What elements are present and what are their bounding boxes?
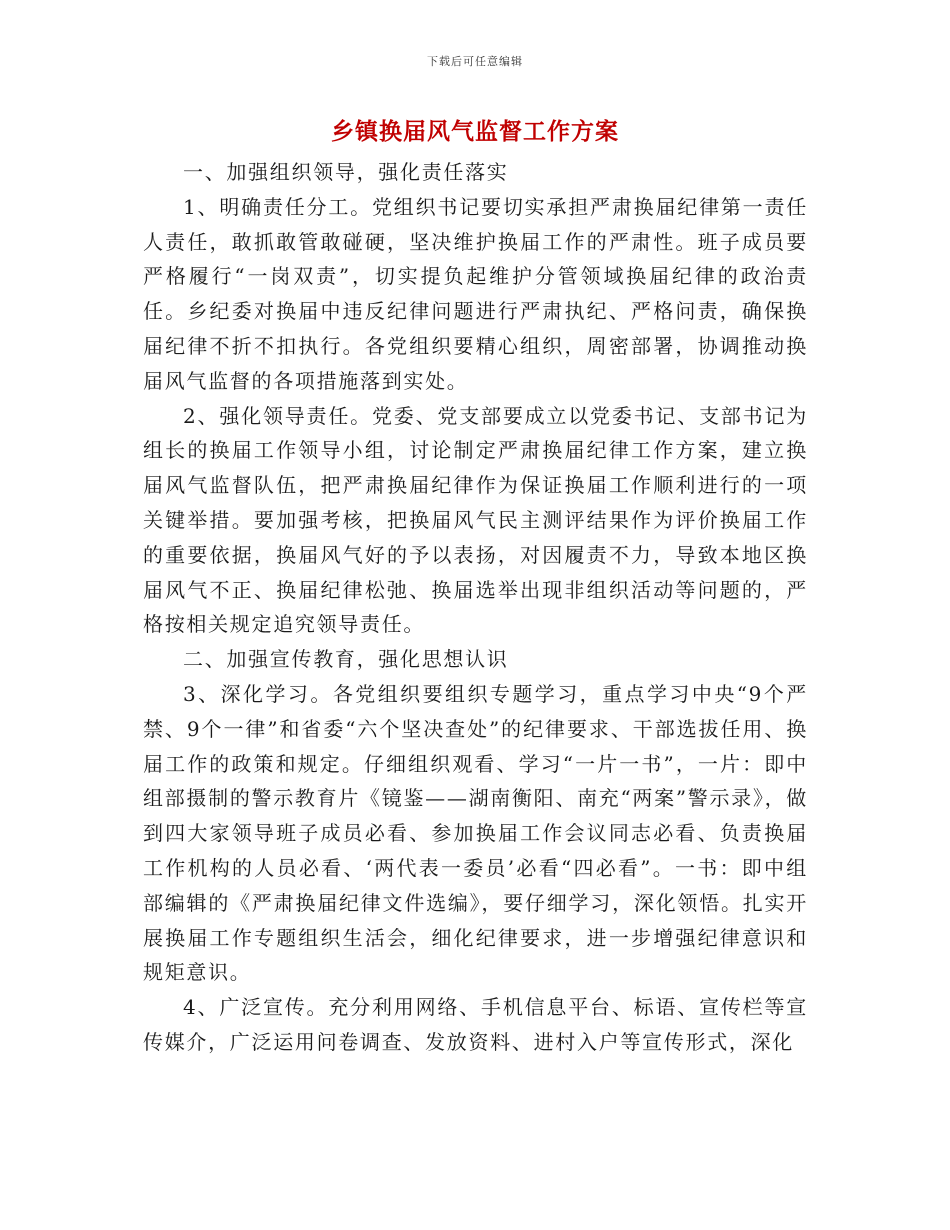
section-heading-1: 一、加强组织领导，强化责任落实 bbox=[183, 160, 509, 184]
paragraph-2: 2、强化领导责任。党委、党支部要成立以党委书记、支部书记为组长的换届工作领导小组，讨论制定严肃换届纪律工作方案，建立换届风气监督队伍，把严肃换届纪律作为保证换届工作顺利进行的一项关键举措。要加强考核，把换届风气民主测评结果作为评价换届工作的重要依据，换届风气好的予以表扬，对因履责不力，导致本地区换届风气不正、换届纪律松弛、换届选举出现非组织活动等问题的，严格按相关规定追究领导责任。 bbox=[143, 403, 808, 637]
paragraph-3: 3、深化学习。各党组织要组织专题学习，重点学习中央“9个严禁、9个一律”和省委“六个坚决查处”的纪律要求、干部选拔任用、换届工作的政策和规定。仔细组织观看、学习“一片一书”，一片：即中组部摄制的警示教育片《镜鉴——湖南衡阳、南充“两案”警示录》，做到四大家领导班子成员必看、参加换届工作会议同志必看、负责换届工作机构的人员必看、‘两代表一委员’必看“四必看”。一书：即中组部编辑的《严肃换届纪律文件选编》，要仔细学习，深化领悟。扎实开展换届工作专题组织生活会，细化纪律要求，进一步增强纪律意识和规矩意识。 bbox=[143, 681, 808, 985]
document-body bbox=[143, 155, 808, 1060]
header-note: 下载后可任意编辑 bbox=[427, 55, 523, 68]
document-title: 乡镇换届风气监督工作方案 bbox=[331, 118, 619, 145]
paragraph-1: 1、明确责任分工。党组织书记要切实承担严肃换届纪律第一责任人责任，敢抓敢管敢碰硬，坚决维护换届工作的严肃性。班子成员要严格履行“一岗双责”，切实提负起维护分管领域换届纪律的政治责任。乡纪委对换届中违反纪律问题进行严肃执纪、严格问责，确保换届纪律不折不扣执行。各党组织要精心组织，周密部署，协调推动换届风气监督的各项措施落到实处。 bbox=[143, 194, 808, 393]
section-heading-2: 二、加强宣传教育，强化思想认识 bbox=[183, 647, 509, 672]
paragraph-4: 4、广泛宣传。充分利用网络、手机信息平台、标语、宣传栏等宣传媒介，广泛运用问卷调查、发放资料、进村入户等宣传形式，深化 bbox=[143, 995, 808, 1054]
